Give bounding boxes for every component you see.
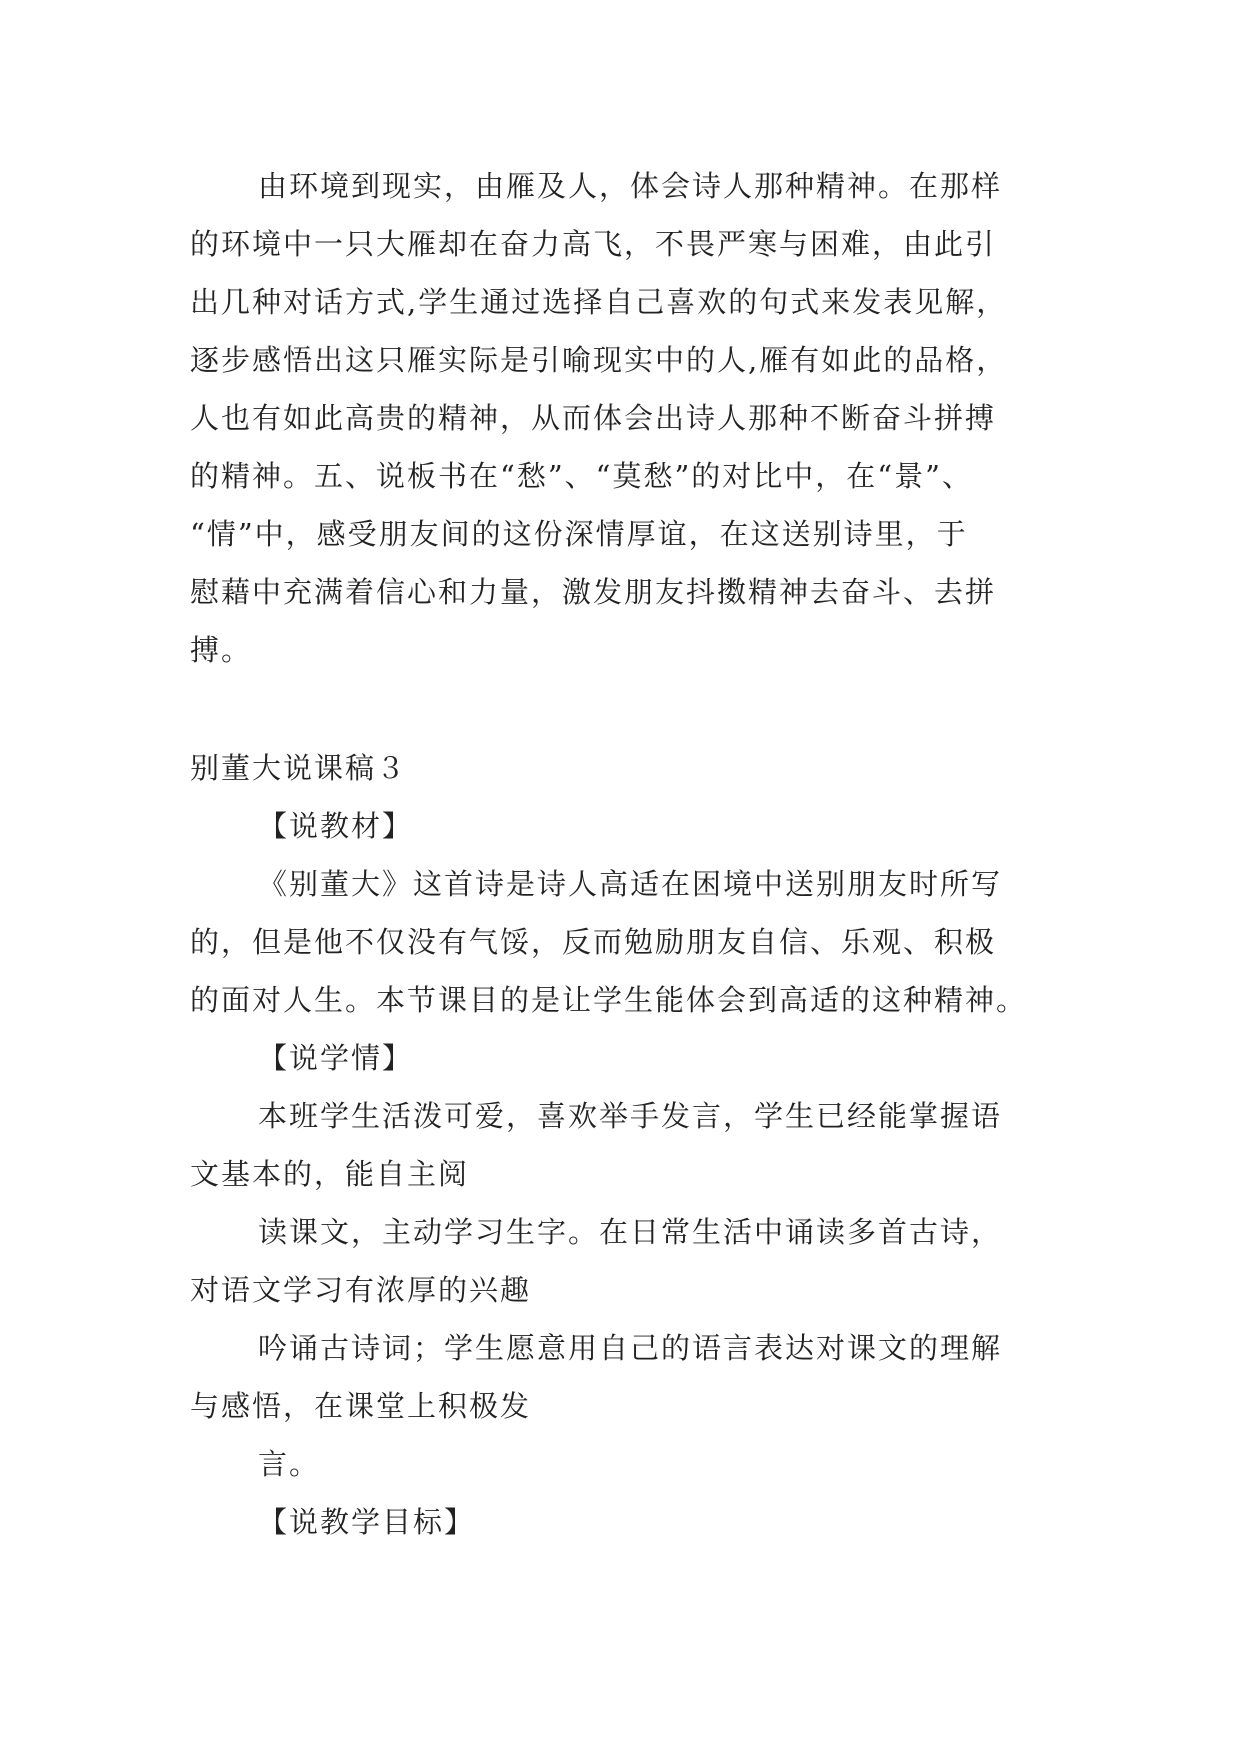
paragraph-line: 文基本的，能自主阅: [190, 1157, 470, 1191]
paragraph-line: 《别董大》这首诗是诗人高适在困境中送别朋友时所写: [258, 867, 1003, 901]
paragraph-line: 的面对人生。本节课目的是让学生能体会到高适的这种精神。: [190, 983, 1028, 1017]
paragraph-line: 吟诵古诗词；学生愿意用自己的语言表达对课文的理解: [258, 1331, 1003, 1365]
paragraph-line: 读课文，主动学习生字。在日常生活中诵读多首古诗，: [258, 1215, 1003, 1249]
paragraph-line: 的精神。五、说板书在“愁”、“莫愁”的对比中，在“景”、: [190, 459, 973, 493]
paragraph-line: “情”中，感受朋友间的这份深情厚谊，在这送别诗里，于: [190, 517, 968, 551]
section-heading-student-situation: 【说学情】: [258, 1041, 414, 1075]
paragraph-line: 逐步感悟出这只雁实际是引喻现实中的人,雁有如此的品格，: [190, 343, 1008, 377]
paragraph-line: 本班学生活泼可爱，喜欢举手发言，学生已经能掌握语: [258, 1099, 1003, 1133]
section-title: 别董大说课稿３: [190, 751, 408, 785]
paragraph-line: 与感悟，在课堂上积极发: [190, 1389, 532, 1423]
section-heading-teaching-goals: 【说教学目标】: [258, 1505, 476, 1539]
paragraph-line: 由环境到现实，由雁及人，体会诗人那种精神。在那样: [258, 169, 1003, 203]
section-heading-teaching-material: 【说教材】: [258, 809, 414, 843]
paragraph-line: 人也有如此高贵的精神，从而体会出诗人那种不断奋斗拼搏: [190, 401, 997, 435]
paragraph-line: 对语文学习有浓厚的兴趣: [190, 1273, 532, 1307]
paragraph-line: 搏。: [190, 633, 253, 667]
paragraph-line: 出几种对话方式,学生通过选择自己喜欢的句式来发表见解，: [190, 285, 1008, 319]
paragraph-line: 的，但是他不仅没有气馁，反而勉励朋友自信、乐观、积极: [190, 925, 997, 959]
paragraph-line: 的环境中一只大雁却在奋力高飞，不畏严寒与困难，由此引: [190, 227, 997, 261]
paragraph-line: 言。: [258, 1447, 321, 1481]
paragraph-line: 慰藉中充满着信心和力量，激发朋友抖擞精神去奋斗、去拼: [190, 575, 997, 609]
